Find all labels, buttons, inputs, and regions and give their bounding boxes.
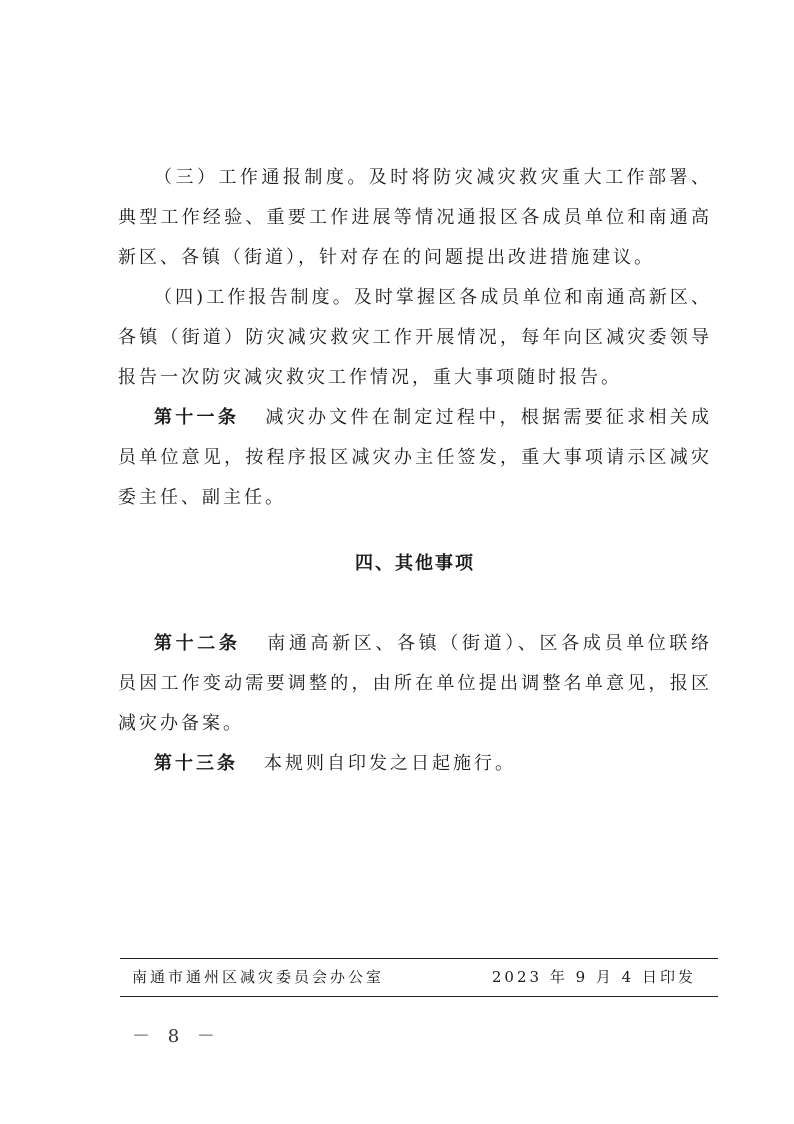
section-heading: 四、其他事项	[355, 553, 475, 574]
paragraph-text: （四)工作报告制度。及时掌握区各成员单位和南通高新区、各镇（街道）防灾减灾救灾工作开展情况，每年向区减灾委领导报告一次防灾减灾救灾工作情况，重大事项随时报告。	[118, 287, 712, 388]
article-text: 本规则自印发之日起施行。	[264, 753, 516, 774]
footer-top-rule	[120, 958, 718, 959]
footer-issuer: 南通市通州区减灾委员会办公室	[132, 968, 385, 986]
page-number: － 8 －	[132, 1026, 221, 1047]
article-13	[118, 744, 712, 784]
article-number: 第十一条	[154, 407, 240, 428]
paragraph-work-report	[118, 278, 712, 398]
paragraph-work-notification	[118, 158, 712, 278]
article-text: 南通高新区、各镇（街道）、区各成员单位联络员因工作变动需要调整的，由所在单位提出调整名单意见，报区减灾办备案。	[118, 633, 713, 734]
article-number: 第十二条	[154, 633, 241, 654]
article-12	[118, 624, 712, 744]
paragraph-text: （三）工作通报制度。及时将防灾减灾救灾重大工作部署、典型工作经验、重要工作进展等情况通报区各成员单位和南通高新区、各镇（街道），针对存在的问题提出改进措施建议。	[118, 167, 712, 268]
article-number: 第十三条	[154, 753, 238, 774]
footer-issue-date: 2023 年 9 月 4 日印发	[491, 968, 696, 986]
footer-bottom-rule	[120, 996, 718, 997]
article-11	[118, 398, 712, 518]
article-text: 减灾办文件在制定过程中，根据需要征求相关成员单位意见，按程序报区减灾办主任签发，重大事项请示区减灾委主任、副主任。	[118, 407, 713, 508]
